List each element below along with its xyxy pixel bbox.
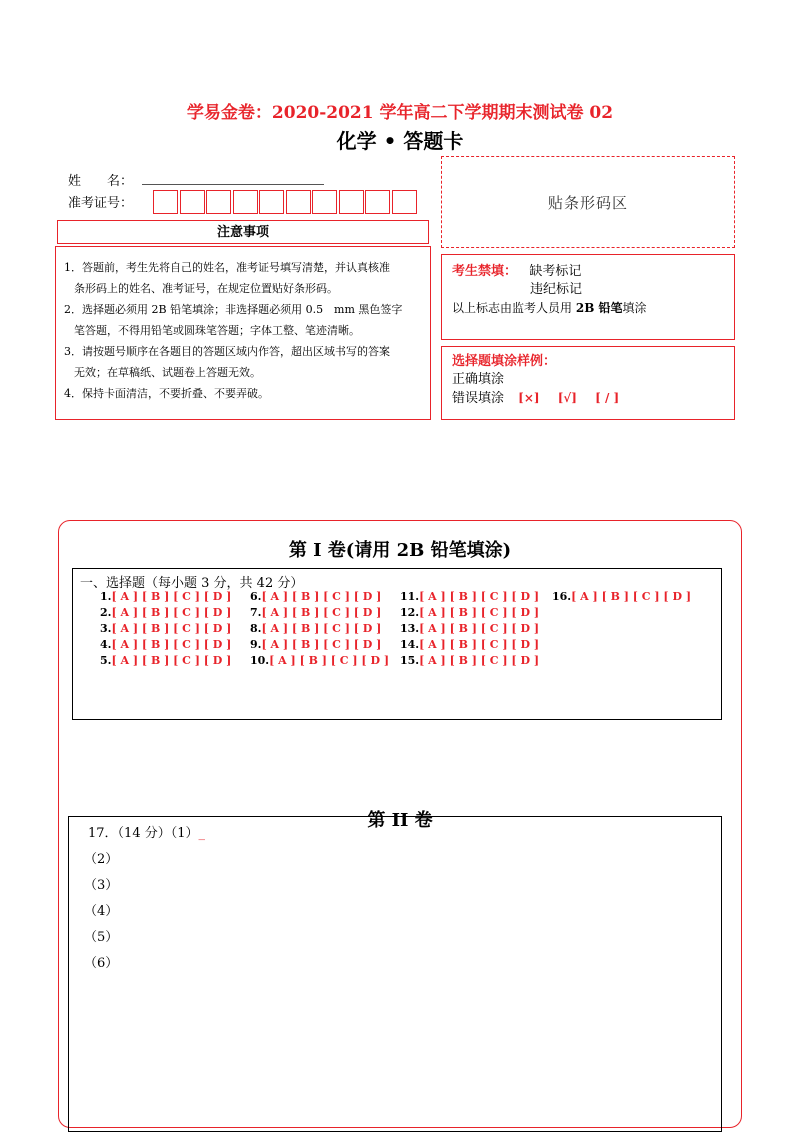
exam-title: 学易金卷：2020-2021 学年高二下学期期末测试卷 02 [186,103,614,123]
wrong-mark-x: [×] [518,391,540,405]
absent-mark-label: 缺考标记 [529,264,582,279]
name-field[interactable] [142,184,324,185]
notice-line: 条形码上的姓名、准考证号，在规定位置贴好条形码。 [74,282,338,295]
id-digit-box[interactable] [339,190,364,214]
id-digit-box[interactable] [180,190,205,214]
notice-line: 4．保持卡面清洁，不要折叠、不要弄破。 [64,387,269,400]
notice-line: 3．请按题号顺序在各题目的答题区域内作答，超出区域书写的答案 [64,345,390,358]
mc-question[interactable]: 4.[ A ] [ B ] [ C ] [ D ] [100,638,232,651]
notice-line: 笔答题，不得用铅笔或圆珠笔答题；字体工整、笔迹清晰。 [74,324,360,337]
mc-question[interactable]: 9.[ A ] [ B ] [ C ] [ D ] [250,638,382,651]
answer-box-17[interactable] [68,816,722,1132]
notice-line: 2．选择题必须用 2B 铅笔填涂；非选择题必须用 0.5 mm 黑色签字 [64,303,403,316]
exam-subtitle: 化学 • 答题卡 [336,129,464,153]
forbidden-label: 考生禁填： [452,264,518,279]
mc-question[interactable]: 2.[ A ] [ B ] [ C ] [ D ] [100,606,232,619]
sample-title: 选择题填涂样例： [452,354,557,369]
q17-blank: _ [198,826,205,841]
q17-text: 17．（14 分）（1） [88,826,199,841]
barcode-area: 贴条形码区 [441,156,735,248]
mc-question[interactable]: 12.[ A ] [ B ] [ C ] [ D ] [400,606,540,619]
sample-wrong: 错误填涂 [452,391,505,406]
q17-sub: （2） [84,852,119,867]
notice-panel [55,246,431,420]
mc-question[interactable]: 14.[ A ] [ B ] [ C ] [ D ] [400,638,540,651]
id-digit-box[interactable] [206,190,231,214]
forbidden-note-end: 填涂 [622,301,647,315]
mc-question[interactable]: 5.[ A ] [ B ] [ C ] [ D ] [100,654,232,667]
q17-sub: （4） [84,904,119,919]
id-boxes[interactable] [153,190,418,214]
mc-question[interactable]: 8.[ A ] [ B ] [ C ] [ D ] [250,622,382,635]
sample-correct: 正确填涂 [452,372,505,387]
notice-line: 无效；在草稿纸、试题卷上答题无效。 [74,366,261,379]
id-digit-box[interactable] [233,190,258,214]
mc-question[interactable]: 7.[ A ] [ B ] [ C ] [ D ] [250,606,382,619]
id-digit-box[interactable] [153,190,178,214]
mc-question[interactable]: 6.[ A ] [ B ] [ C ] [ D ] [250,590,382,603]
forbidden-note-bold: 2B 铅笔 [575,301,623,315]
wrong-mark-slash: [ / ] [595,391,620,405]
mc-question[interactable]: 3.[ A ] [ B ] [ C ] [ D ] [100,622,232,635]
forbidden-panel [441,254,735,340]
part1-title: 第 I 卷(请用 2B 铅笔填涂) [288,540,512,561]
id-label: 准考证号： [68,196,134,211]
q17-sub: （5） [84,930,119,945]
sample-panel [441,346,735,420]
forbidden-note: 以上标志由监考人员用 [452,301,573,315]
mc-question[interactable]: 10.[ A ] [ B ] [ C ] [ D ] [250,654,390,667]
notice-title: 注意事项 [57,220,429,244]
id-digit-box[interactable] [392,190,417,214]
mc-question[interactable]: 1.[ A ] [ B ] [ C ] [ D ] [100,590,232,603]
id-digit-box[interactable] [259,190,284,214]
mc-question[interactable]: 13.[ A ] [ B ] [ C ] [ D ] [400,622,540,635]
part2-title: 第 II 卷 [367,810,433,831]
mc-question[interactable]: 15.[ A ] [ B ] [ C ] [ D ] [400,654,540,667]
wrong-mark-check: [√] [557,391,577,405]
notice-line: 1．答题前，考生先将自己的姓名，准考证号填写清楚，并认真核准 [64,261,390,274]
q17-sub: （6） [84,956,119,971]
q17-label [88,822,205,841]
violation-mark-label: 违纪标记 [530,282,583,297]
mc-question[interactable]: 16.[ A ] [ B ] [ C ] [ D ] [552,590,692,603]
id-digit-box[interactable] [365,190,390,214]
id-digit-box[interactable] [286,190,311,214]
mc-header: 一、选择题（每小题 3 分，共 42 分） [80,576,304,591]
q17-sub: （3） [84,878,119,893]
name-label: 姓 名： [68,174,134,189]
id-digit-box[interactable] [312,190,337,214]
mc-question[interactable]: 11.[ A ] [ B ] [ C ] [ D ] [400,590,540,603]
